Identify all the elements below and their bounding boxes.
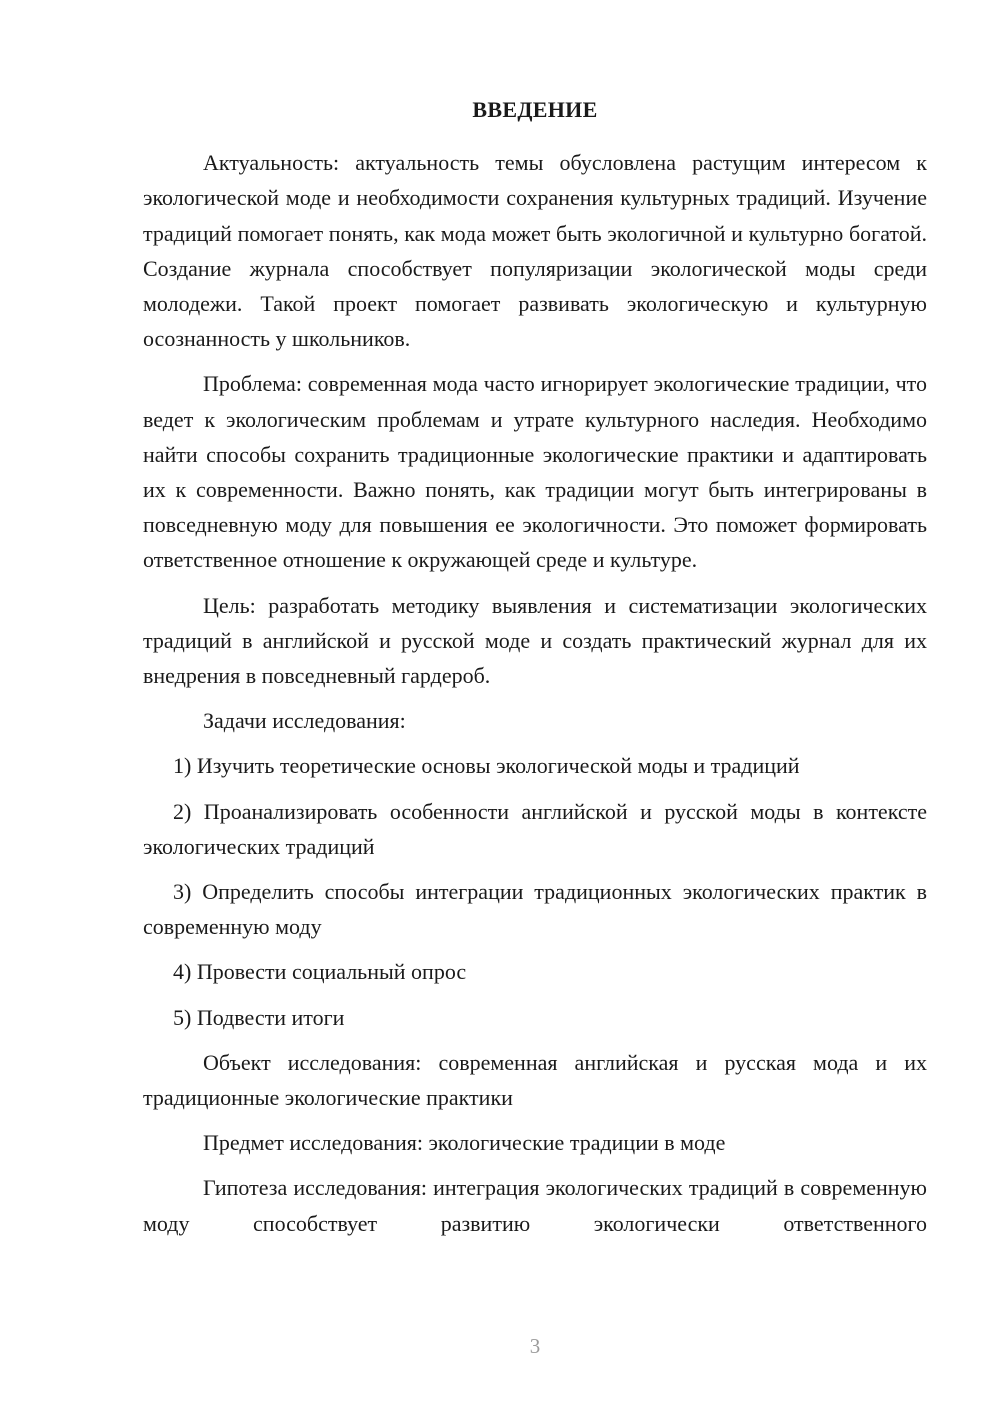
task-item-2: 2) Проанализировать особенности английской и русской моды в контексте экологических традиций — [143, 798, 927, 859]
relevance-paragraph: Актуальность: актуальность темы обусловлена растущим интересом к экологической моде и необходимости сохранения культурных традиций. Изучение традиций помогает понять, как мода может быть экологичной и культурно богатой. Создание журнала способствует популяризации экологической моды среди молодежи. Такой проект помогает развивать экологическую и культурную осознанность у школьников. — [143, 150, 927, 352]
goal-paragraph: Цель: разработать методику выявления и систематизации экологических традиций в английской и русской моде и создать практический журнал для их внедрения в повседневный гардероб. — [143, 592, 927, 689]
page-number: 3 — [529, 1334, 541, 1358]
task-item-4: 4) Провести социальный опрос — [173, 959, 467, 985]
problem-paragraph: Проблема: современная мода часто игнорирует экологические традиции, что ведет к экологическим проблемам и утрате культурного наследия. Необходимо найти способы сохранить традиционные экологические практики и адаптировать их к современности. Важно понять, как традиции могут быть интегрированы в повседневную моду для повышения ее экологичности. Это поможет формировать ответственное отношение к окружающей среде и культуре. — [143, 371, 927, 573]
subject-paragraph: Предмет исследования: экологические традиции в моде — [203, 1130, 726, 1156]
task-item-1: 1) Изучить теоретические основы экологической моды и традиций — [173, 753, 800, 779]
section-heading: ВВЕДЕНИЕ — [472, 97, 598, 122]
page-content — [143, 92, 927, 1251]
task-item-3: 3) Определить способы интеграции традиционных экологических практик в современную моду — [143, 879, 927, 940]
hypothesis-paragraph: Гипотеза исследования: интеграция экологических традиций в современную моду способствует развитию экологически ответственного — [143, 1175, 927, 1236]
tasks-title: Задачи исследования: — [203, 708, 406, 734]
object-paragraph: Объект исследования: современная английская и русская мода и их традиционные экологические практики — [143, 1049, 927, 1111]
task-item-5: 5) Подвести итоги — [173, 1004, 345, 1030]
